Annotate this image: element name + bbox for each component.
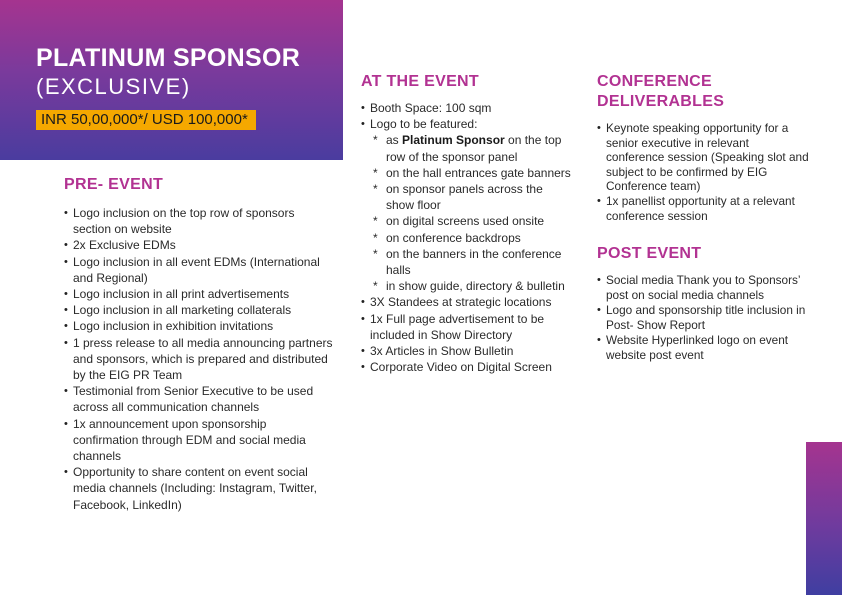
at-event-item: • 3x Articles in Show Bulletin <box>361 343 573 359</box>
conference-item: • Keynote speaking opportunity for a senior executive in relevant conference session (Speaking slot and subject to be confirmed by EIG Conference team) <box>597 121 809 194</box>
logo-placement-item: * in show guide, directory & bulletin <box>373 278 573 294</box>
conference-item: • 1x panellist opportunity at a relevant conference session <box>597 194 809 223</box>
pre-event-item: • Logo inclusion on the top row of sponsors section on website <box>64 205 334 237</box>
logo-featured-label: Logo to be featured: <box>370 117 478 132</box>
pre-event-item: • 2x Exclusive EDMs <box>64 237 334 253</box>
at-event-item: • Corporate Video on Digital Screen <box>361 359 573 375</box>
at-event-heading: AT THE EVENT <box>361 73 479 90</box>
pre-event-item: • 1 press release to all media announcing partners and sponsors, which is prepared and distributed by the EIG PR Team <box>64 335 334 384</box>
post-event-item: • Logo and sponsorship title inclusion in Post- Show Report <box>597 303 809 333</box>
at-event-logo-item <box>361 116 573 294</box>
package-title: PLATINUM SPONSOR <box>36 44 301 72</box>
price-badge: INR 50,00,000*/ USD 100,000* <box>36 110 256 130</box>
pre-event-item: • Logo inclusion in all print advertisements <box>64 286 334 302</box>
at-event-section <box>361 72 573 375</box>
pre-event-item: • Logo inclusion in exhibition invitations <box>64 318 334 334</box>
pre-event-list <box>64 205 334 513</box>
at-event-list <box>361 100 573 375</box>
logo-placement-item: * on the hall entrances gate banners <box>373 165 573 181</box>
post-event-item: • Website Hyperlinked logo on event website post event <box>597 333 809 363</box>
logo-placement-item: * on conference backdrops <box>373 230 573 246</box>
at-event-item: • 3X Standees at strategic locations <box>361 294 573 310</box>
at-event-item: • Booth Space: 100 sqm <box>361 100 573 116</box>
decorative-side-bar <box>806 442 842 595</box>
at-event-item: • 1x Full page advertisement to be included in Show Directory <box>361 311 573 343</box>
logo-placement-item: * on digital screens used onsite <box>373 213 573 229</box>
platinum-sponsor-emphasis: Platinum Sponsor <box>402 133 505 148</box>
post-event-list <box>597 273 809 363</box>
package-subtitle: (EXCLUSIVE) <box>36 74 191 99</box>
pre-event-item: • Logo inclusion in all event EDMs (International and Regional) <box>64 254 334 286</box>
pre-event-item: • Opportunity to share content on event social media channels (Including: Instagram, Twitter, Facebook, LinkedIn) <box>64 464 334 513</box>
post-event-heading: POST EVENT <box>597 245 702 262</box>
post-event-section <box>597 244 809 363</box>
pre-event-item: • 1x announcement upon sponsorship confirmation through EDM and social media channels <box>64 416 334 465</box>
header-banner <box>0 0 343 160</box>
logo-placement-list <box>370 132 573 294</box>
pre-event-item: • Testimonial from Senior Executive to be used across all communication channels <box>64 383 334 415</box>
conference-heading: CONFERENCE DELIVERABLES <box>597 73 725 110</box>
logo-placement-item: * as Platinum Sponsor on the top row of the sponsor panel <box>373 132 573 164</box>
pre-event-item: • Logo inclusion in all marketing collaterals <box>64 302 334 318</box>
post-event-item: • Social media Thank you to Sponsors’ post on social media channels <box>597 273 809 303</box>
conference-section <box>597 72 809 223</box>
logo-placement-item: * on sponsor panels across the show floor <box>373 181 573 213</box>
logo-placement-item: * on the banners in the conference halls <box>373 246 573 278</box>
conference-list <box>597 121 809 223</box>
pre-event-section <box>64 175 334 513</box>
pre-event-heading: PRE- EVENT <box>64 176 164 193</box>
